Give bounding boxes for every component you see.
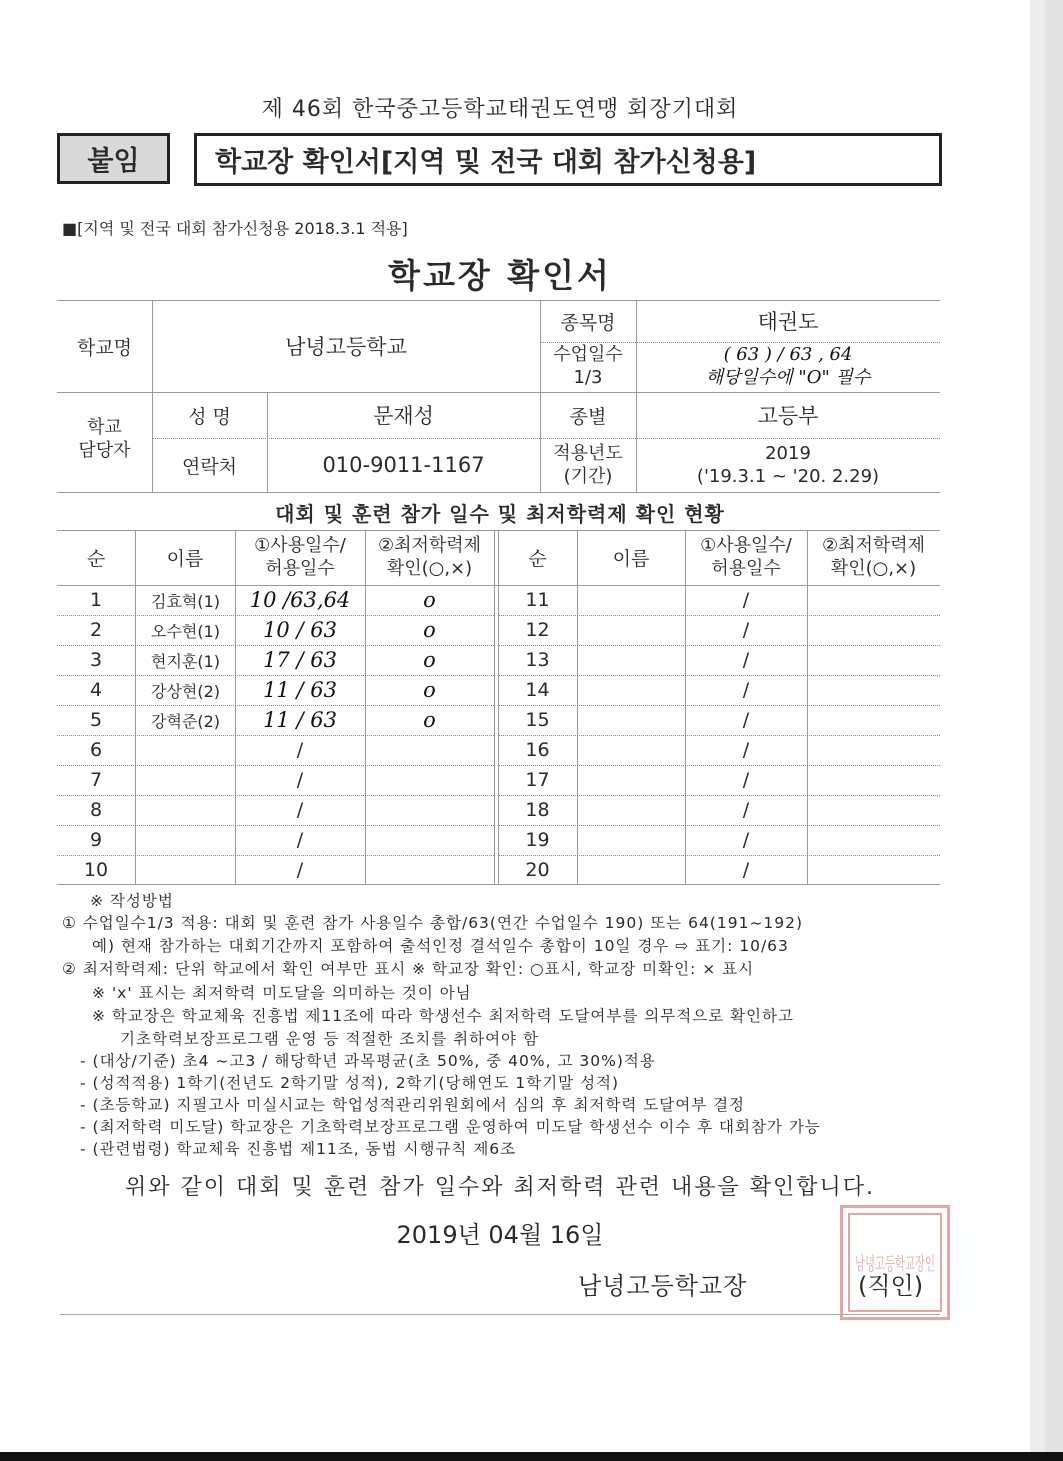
- manager-contact-value: 010-9011-1167: [322, 453, 485, 477]
- min-academic-check: [365, 735, 494, 765]
- header-days-line-1: ①사용일수/: [700, 535, 792, 556]
- row-number: 14: [525, 679, 550, 701]
- min-academic-check: [365, 855, 494, 885]
- student-name: [577, 735, 685, 765]
- student-name: [577, 825, 685, 855]
- min-academic-check: [365, 825, 494, 855]
- student-name: 김효혁(1): [151, 591, 221, 611]
- student-name: [577, 765, 685, 795]
- student-name: [577, 675, 685, 705]
- principal-name: 남녕고등학교장: [578, 1272, 748, 1300]
- min-academic-check: [365, 765, 494, 795]
- student-name: 강상현(2): [151, 681, 221, 701]
- competition-header: 제 46회 한국중고등학교태권도연맹 회장기대회: [261, 97, 739, 122]
- note-line: - (성적적용) 1학기(전년도 2학기말 성적), 2학기(당해연도 1학기말 성적): [80, 1074, 620, 1092]
- attachment-label: 붙임: [57, 133, 170, 184]
- confirm-statement: 위와 같이 대회 및 훈련 참가 일수와 최저학력 관련 내용을 확인합니다.: [125, 1175, 875, 1200]
- min-academic-check: [807, 675, 940, 705]
- year-label: [540, 442, 636, 488]
- used-days: /: [296, 739, 304, 761]
- used-days: /: [742, 859, 750, 881]
- used-days: 11 / 63: [263, 678, 337, 702]
- student-name: [135, 855, 235, 885]
- min-academic-check: [807, 615, 940, 645]
- row-number: 19: [525, 829, 550, 851]
- row-number: 9: [89, 829, 103, 851]
- used-days: /: [742, 589, 750, 611]
- days-label-line-2: 1/3: [573, 367, 603, 388]
- row-number: 3: [89, 649, 103, 671]
- row-number: 10: [83, 859, 109, 881]
- manager-label-line-2: 담당자: [78, 440, 131, 461]
- issue-date: 2019년 04월 16일: [396, 1221, 604, 1249]
- student-name: [135, 765, 235, 795]
- header-min-line-2: 확인(○,×): [386, 558, 473, 579]
- applied-note: ■[지역 및 전국 대회 참가신청용 2018.3.1 적용]: [62, 219, 408, 238]
- min-academic-check: [365, 795, 494, 825]
- used-days: /: [742, 799, 750, 821]
- student-name: [135, 795, 235, 825]
- header-min-line-1: ②최저학력제: [377, 535, 482, 556]
- min-academic-check: o: [423, 588, 436, 612]
- note-line: ① 수업일수1/3 적용: 대회 및 훈련 참가 사용일수 총합/63(연간 수업일수 190) 또는 64(191~192): [62, 914, 804, 932]
- official-seal: [840, 1205, 995, 1320]
- header-name: 이름: [166, 548, 204, 570]
- row-number: 20: [525, 859, 550, 881]
- year-value-line-2: ('19.3.1 ~ '20. 2.29): [696, 466, 880, 487]
- used-days: 10 / 63: [263, 618, 337, 642]
- student-name: [577, 795, 685, 825]
- division-label: 종별: [569, 405, 607, 428]
- note-line: 예) 현재 참가하는 대회기간까지 포함하여 출석인정 결석일수 총합이 10일 경우 ⇨ 표기: 10/63: [92, 937, 789, 955]
- used-days: /: [742, 709, 750, 731]
- min-academic-check: [807, 735, 940, 765]
- note-line: - (대상/기준) 초4 ~고3 / 해당학년 과목평균(초 50%, 중 40%, 고 30%)적용: [80, 1052, 656, 1070]
- row-number: 4: [89, 679, 103, 701]
- min-academic-check: [807, 705, 940, 735]
- note-line: ※ 'x' 표시는 최저학력 미도달을 의미하는 것이 아님: [92, 984, 472, 1002]
- student-name: [577, 585, 685, 615]
- note-line: ※ 학교장은 학교체육 진흥법 제11조에 따라 학생선수 최저학력 도달여부를 의무적으로 확인하고: [92, 1007, 794, 1025]
- used-days: /: [296, 769, 304, 791]
- row-number: 2: [89, 619, 103, 641]
- min-academic-check: o: [423, 708, 436, 732]
- used-days: /: [742, 649, 750, 671]
- year-label-line-2: (기간): [563, 466, 613, 487]
- used-days: /: [742, 769, 750, 791]
- student-name: [135, 825, 235, 855]
- school-name-value: 남녕고등학교: [285, 335, 407, 359]
- min-academic-check: [807, 795, 940, 825]
- days-label: [540, 343, 636, 389]
- used-days: 17 / 63: [263, 648, 337, 672]
- header-days-line-2: 허용일수: [265, 558, 335, 579]
- student-name: [577, 615, 685, 645]
- row-number: 13: [525, 649, 550, 671]
- student-name: [577, 705, 685, 735]
- seal-text: 남녕고등학교장인: [855, 1254, 995, 1275]
- manager-label-line-1: 학교: [87, 417, 122, 438]
- row-number: 15: [525, 709, 550, 731]
- used-days: 11 / 63: [263, 708, 337, 732]
- student-name: [135, 735, 235, 765]
- scan-edge-shadow: [1045, 0, 1063, 1461]
- row-number: 8: [89, 799, 103, 821]
- min-academic-check: o: [423, 678, 436, 702]
- days-value: [636, 343, 940, 389]
- row-number: 12: [525, 619, 550, 641]
- note-line: 기초학력보장프로그램 운영 등 적절한 조치를 취하여야 함: [120, 1030, 539, 1048]
- manager-name-value: 문재성: [373, 404, 434, 428]
- used-days: /: [742, 829, 750, 851]
- days-value-line-2: 해당일수에 "O" 필수: [705, 367, 871, 388]
- section-title: 대회 및 훈련 참가 일수 및 최저학력제 확인 현황: [275, 502, 725, 526]
- division-value: 고등부: [757, 404, 819, 428]
- row-number: 7: [89, 769, 103, 791]
- min-academic-check: [807, 825, 940, 855]
- header-name: 이름: [612, 548, 650, 570]
- rule: [57, 492, 940, 493]
- student-name: [577, 855, 685, 885]
- year-value: [636, 442, 940, 488]
- year-label-line-1: 적용년도: [553, 443, 623, 464]
- note-line: - (관련법령) 학교체육 진흥법 제11조, 동법 시행규칙 제6조: [80, 1140, 517, 1158]
- event-label: 종목명: [560, 311, 616, 334]
- used-days: /: [742, 679, 750, 701]
- row-number: 17: [525, 769, 550, 791]
- seal-label: (직인): [858, 1272, 924, 1300]
- row-number: 5: [89, 709, 103, 731]
- header-min: [807, 534, 940, 580]
- event-value: 태권도: [757, 310, 819, 334]
- year-value-line-1: 2019: [765, 443, 811, 464]
- note-line: - (초등학교) 지필고사 미실시교는 학업성적관리위원회에서 심의 후 최저학력 도달여부 결정: [80, 1096, 746, 1114]
- used-days: /: [296, 859, 304, 881]
- min-academic-check: o: [423, 648, 436, 672]
- row-number: 18: [525, 799, 550, 821]
- min-academic-check: [807, 585, 940, 615]
- header-min-line-2: 확인(○,×): [830, 558, 917, 579]
- manager-contact-label: 연락처: [181, 455, 238, 478]
- school-name-label: 학교명: [76, 336, 133, 359]
- used-days: 10 /63,64: [249, 588, 351, 612]
- rule: [60, 1314, 940, 1315]
- row-number: 11: [525, 589, 550, 611]
- note-heading: ※ 작성방법: [90, 892, 174, 910]
- header-min: [365, 534, 494, 580]
- header-days: [685, 534, 807, 580]
- form-title: 학교장 확인서[지역 및 전국 대회 참가신청용]: [194, 133, 942, 186]
- manager-name-label: 성 명: [188, 405, 231, 428]
- min-academic-check: o: [423, 618, 436, 642]
- row-number: 6: [89, 739, 103, 761]
- student-name: 오수현(1): [151, 621, 221, 641]
- header-min-line-1: ②최저학력제: [821, 535, 926, 556]
- used-days: /: [296, 799, 304, 821]
- note-line: ② 최저학력제: 단위 학교에서 확인 여부만 표시 ※ 학교장 확인: ○표시, 학교장 미확인: × 표시: [62, 960, 755, 978]
- header-days-line-1: ①사용일수/: [254, 535, 346, 556]
- used-days: /: [296, 829, 304, 851]
- min-academic-check: [807, 765, 940, 795]
- days-value-line-1: ( 63 ) / 63 , 64: [723, 344, 853, 365]
- manager-label: [57, 416, 152, 462]
- row-number: 1: [89, 589, 103, 611]
- row-number: 16: [525, 739, 550, 761]
- note-line: - (최저학력 미도달) 학교장은 기초학력보장프로그램 운영하여 미도달 학생선수 이수 후 대회참가 가능: [80, 1118, 821, 1136]
- header-no: 순: [528, 548, 547, 570]
- student-name: 현지훈(1): [151, 651, 221, 671]
- used-days: /: [742, 619, 750, 641]
- student-name: 강혁준(2): [151, 711, 221, 731]
- main-title: 학교장 확인서: [388, 256, 612, 295]
- min-academic-check: [807, 645, 940, 675]
- rule: [494, 530, 495, 884]
- header-days-line-2: 허용일수: [711, 558, 781, 579]
- min-academic-check: [807, 855, 940, 885]
- student-name: [577, 645, 685, 675]
- scan-bottom-edge: [0, 1452, 1063, 1461]
- header-no: 순: [86, 548, 106, 570]
- used-days: /: [742, 739, 750, 761]
- header-days: [235, 534, 365, 580]
- days-label-line-1: 수업일수: [553, 344, 623, 365]
